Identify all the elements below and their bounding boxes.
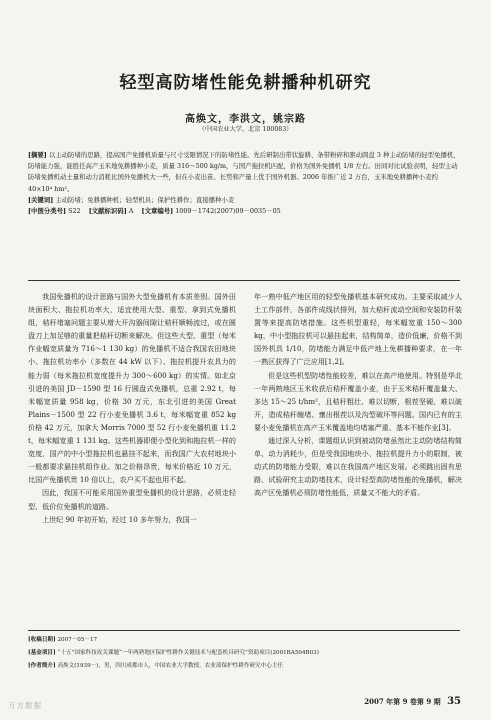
clc-label: [中图分类号] (28, 207, 67, 216)
footnote-text: “十五”国家科技攻关课题“一年两熟地区保护性耕作关键技术与配套机具研究”资助项目(2001BA504B03) (57, 650, 319, 656)
body-paragraph: 但是这些机型防堵性能较差，难以在高产地使用。特别是华北一年两熟地区玉米收获后秸秆覆盖小麦，由于玉米秸秆覆盖量大、多达 15～25 t/hm²，且秸秆粗壮、难以切断，根茬坚硬、难以破开，造成秸秆缠堵、壅出根茬以及沟型破坏等问题。国内已有的主要小麦免播机在高产玉米覆盖地均堵塞严重、基本不能作业[3]。 (254, 370, 462, 432)
paper-title: 轻型高防堵性能免耕播种机研究 (119, 73, 372, 93)
abstract-text: 以主动防堵的思路，提高国产免播机质量与尺寸受限情况下的防堵性能。先后研制出带状旋耕、条带粉碎和驱动圆盘 3 种主动防堵的轻型免播机，防堵能力强，能胜任高产玉米地免耕播种小麦，质量 316～500 kg/m，与国产拖拉机匹配，价格为国外免播机 1/8 左右。田间对比试验表明，轻型主动防堵免播机动土量和动力消耗比国外免播机大一些，但在小麦出苗、长势和产量上优于国外机器。2006 年推广近 2 万台，玉米地免耕播种小麦约 40×10⁴ hm²。 (28, 151, 460, 193)
body-column-left (28, 290, 236, 526)
doc-code-label: [文献标识码] (88, 207, 127, 216)
body-paragraph: 因此，我国不可能采用国外重型免播机的设计思路，必须走轻型、低价位免播机的道路。 (28, 488, 236, 511)
body-paragraph: 通过深入分析，课题组认识到被动防堵虽然比主动防堵结构简单、动力消耗少，但是受我国地块小、拖拉机提升力小的限制，被动式的防堵能力受限，难以在我国高产地区发展。必须跳出固有思路、试验研究主动防堵技术，设计轻型高防堵性能的免播机，解决高产区免播机必须防堵性能低，质量又不能大的矛盾。 (254, 436, 462, 498)
body-paragraph: 年一熟中低产地区用的轻型免播机基本研究成功。主要采取减少人土工作部件，各部件成线状排列，加大秸秆流动空间和安装防秆装置等来提高防堵措施。这些机型重轻，每米幅宽重 150～300 kg，中小型拖拉机可以悬挂起来，结构简单，造价低廉，价格不到国外机具 1/10，防堵能力满足中低产地上免耕播种要求，在一年一熟区获得了广泛应用[1,2]。 (254, 292, 462, 367)
watermark-text: 万方数据 (8, 701, 42, 710)
footnote-received (28, 634, 460, 647)
footnotes-block (28, 634, 460, 673)
paper-authors: 高焕文，李洪文，姚宗路 (185, 114, 306, 125)
keywords-text: 主动防堵；免耕播种机；轻型机具；保护性耕作；直接播种小麦 (55, 195, 235, 204)
section-divider-top (28, 280, 460, 281)
clc-value: S22 (68, 207, 81, 216)
author-affiliation: （中国农业大学，北京 100083） (198, 126, 293, 133)
classification-line (28, 206, 460, 217)
abstract-paragraph (28, 150, 460, 195)
footnote-text: 2007－05－17 (57, 637, 98, 643)
page-number: 35 (447, 696, 461, 707)
footnote-author (28, 660, 460, 673)
journal-footer (364, 696, 461, 707)
article-id-value: 1009－1742(2007)09－0035－05 (175, 207, 281, 216)
footnote-label: [作者简介] (28, 663, 56, 669)
footnote-label: [基金项目] (28, 650, 56, 656)
journal-issue: 2007 年第 9 卷第 9 期 (364, 697, 441, 706)
article-id-label: [文章编号] (141, 207, 174, 216)
section-divider-bottom (28, 630, 460, 631)
body-column-right (254, 290, 462, 500)
footnote-label: [收稿日期] (28, 637, 56, 643)
footnote-funding (28, 647, 460, 660)
keywords-paragraph (28, 195, 460, 206)
keywords-label: [关键词] (28, 195, 54, 204)
doc-code-value: A (128, 207, 134, 216)
footnote-text: 高焕文(1939－)，男，四川成都市人，中国农业大学教授，农业部保护性耕作研究中心主任 (57, 663, 284, 669)
abstract-label: [摘要] (28, 151, 47, 159)
abstract-block (28, 150, 460, 217)
body-paragraph: 我国免播机的设计思路与国外大型免播机有本质差别。国外田块面积大、拖拉机功率大，适宜使用大型、重型、拿到式免播机组，秸秆堵塞问题主要从增大开沟器间隙让秸秆顺畅流过，或在圆盘刀上加足够的重量把秸秆切断来解决。但这些大型、重型（每米作业幅宽质量为 716～1 130 kg）的免播机不适合我国农田地块小、拖拉机功率小（多数在 44 kW 以下）、拖拉机提升农具力的能力弱（每米拖拉机宽度提升力 300～600 kg）的实情。如北京引进的美国 JD－1590 型 16 行圆盘式免播机，总重 2.92 t，每米幅宽质量 958 kg，价格 30 万元，东北引进的美国 Great Plains－1500 型 22 行小麦免播机 3.6 t，每米幅宽重 852 kg 价格 42 万元，加拿大 Morris 7000 型 52 行小麦免播机重 11.2 t，每米幅宽重 1 131 kg。这些机器即便小型化到和拖拉机一样的宽度，国产的中小型拖拉机也悬挂不起来，而我国广大农村地块小一般都要求悬挂机组作业。加之价格昂贵，每米价格近 10 万元，比国产免播机贵 10 倍以上，农户买不起也用不起。 (28, 292, 236, 485)
body-paragraph: 上世纪 90 年初开始，经过 10 多年努力，我国一 (42, 514, 197, 524)
